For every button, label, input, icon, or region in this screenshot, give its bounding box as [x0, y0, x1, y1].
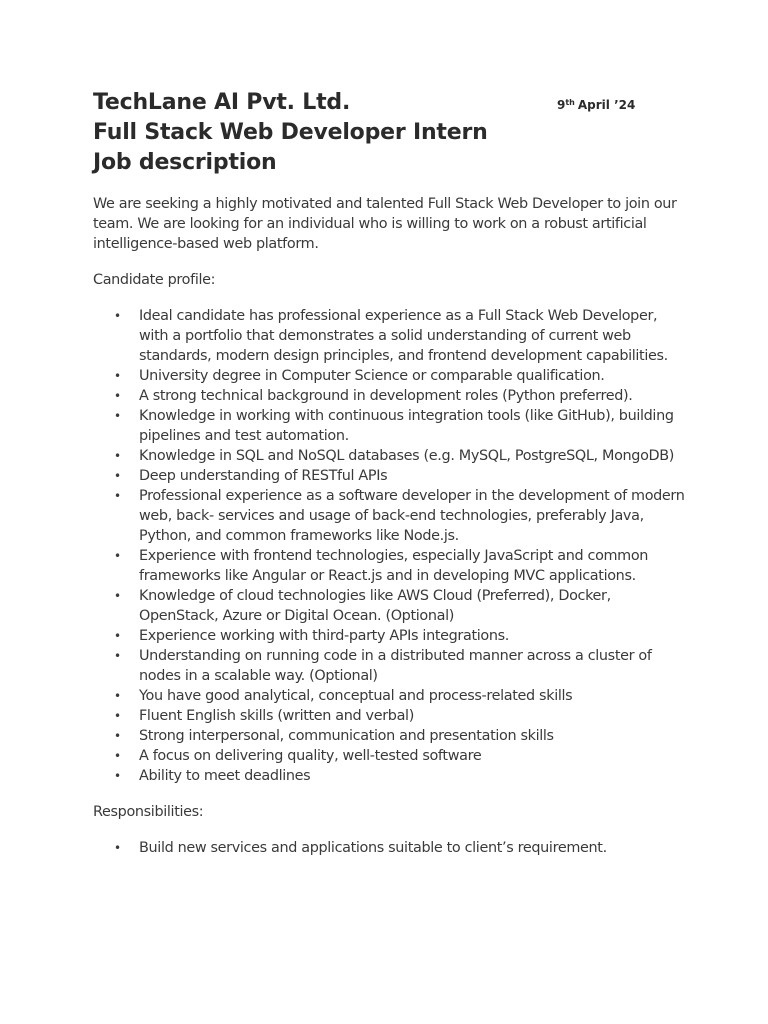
document-date: [557, 98, 635, 112]
bullet-icon: •: [114, 649, 121, 663]
bullet-icon: •: [114, 549, 121, 563]
bullet-icon: •: [114, 841, 121, 855]
candidate-profile-label: Candidate profile:: [93, 272, 216, 288]
bullet-icon: •: [114, 709, 121, 723]
list-item-text: Knowledge in working with continuous integration tools (like GitHub), building pipelines and test automation.: [139, 408, 674, 444]
bullet-icon: •: [114, 449, 121, 463]
bullet-icon: •: [114, 689, 121, 703]
list-item: [114, 466, 685, 486]
list-item: [114, 486, 685, 546]
list-item-text: Understanding on running code in a distributed manner across a cluster of nodes in a scalable way. (Optional): [139, 648, 652, 684]
job-title: Full Stack Web Developer Intern: [93, 120, 488, 145]
bullet-icon: •: [114, 729, 121, 743]
bullet-icon: •: [114, 409, 121, 423]
intro-paragraph: We are seeking a highly motivated and talented Full Stack Web Developer to join our team. We are looking for an individual who is willing to work on a robust artificial intelligence-based web platform.: [93, 196, 677, 252]
list-item: [114, 546, 685, 586]
list-item-text: Knowledge of cloud technologies like AWS Cloud (Preferred), Docker, OpenStack, Azure or Digital Ocean. (Optional): [139, 588, 611, 624]
list-item: [114, 406, 685, 446]
list-item: [114, 626, 685, 646]
list-item: [114, 766, 685, 786]
list-item-text: Ability to meet deadlines: [139, 768, 311, 784]
list-item-text: You have good analytical, conceptual and process-related skills: [139, 688, 573, 704]
bullet-icon: •: [114, 589, 121, 603]
list-item-text: A focus on delivering quality, well-tested software: [139, 748, 482, 764]
list-item-text: Knowledge in SQL and NoSQL databases (e.g. MySQL, PostgreSQL, MongoDB): [139, 448, 675, 464]
list-item-text: University degree in Computer Science or comparable qualification.: [139, 368, 605, 384]
bullet-icon: •: [114, 629, 121, 643]
list-item: [114, 686, 685, 706]
list-item: [114, 386, 685, 406]
responsibilities-label: Responsibilities:: [93, 804, 204, 820]
list-item: [114, 366, 685, 386]
list-item: [114, 306, 685, 366]
company-name: TechLane AI Pvt. Ltd.: [93, 90, 351, 115]
date-suffix: th: [565, 98, 575, 107]
list-item-text: Build new services and applications suitable to client’s requirement.: [139, 840, 607, 856]
list-item-text: Fluent English skills (written and verbal): [139, 708, 414, 724]
date-month-year: April ’24: [577, 98, 636, 112]
list-item-text: A strong technical background in development roles (Python preferred).: [139, 388, 633, 404]
bullet-icon: •: [114, 769, 121, 783]
list-item: [114, 838, 685, 858]
bullet-icon: •: [114, 469, 121, 483]
list-item-text: Deep understanding of RESTful APIs: [139, 468, 388, 484]
list-item-text: Experience with frontend technologies, especially JavaScript and common frameworks like Angular or React.js and in developing MVC applications.: [139, 548, 649, 584]
list-item-text: Ideal candidate has professional experience as a Full Stack Web Developer, with a portfolio that demonstrates a solid understanding of current web standards, modern design principles, and frontend development capabilities.: [139, 308, 668, 364]
bullet-icon: •: [114, 749, 121, 763]
bullet-icon: •: [114, 309, 121, 323]
list-item-text: Experience working with third-party APIs integrations.: [139, 628, 509, 644]
list-item: [114, 726, 685, 746]
section-heading: Job description: [93, 150, 277, 175]
date-day: 9: [557, 98, 566, 112]
responsibilities-list: [93, 838, 685, 858]
list-item: [114, 646, 685, 686]
list-item-text: Strong interpersonal, communication and presentation skills: [139, 728, 554, 744]
bullet-icon: •: [114, 489, 121, 503]
list-item: [114, 446, 685, 466]
bullet-icon: •: [114, 369, 121, 383]
list-item: [114, 586, 685, 626]
list-item: [114, 746, 685, 766]
candidate-profile-list: [93, 306, 685, 786]
document-body: [93, 194, 685, 874]
list-item: [114, 706, 685, 726]
list-item-text: Professional experience as a software developer in the development of modern web, back- services and usage of back-end technologies, preferably Java, Python, and common frameworks like Node.js.: [139, 488, 685, 544]
bullet-icon: •: [114, 389, 121, 403]
